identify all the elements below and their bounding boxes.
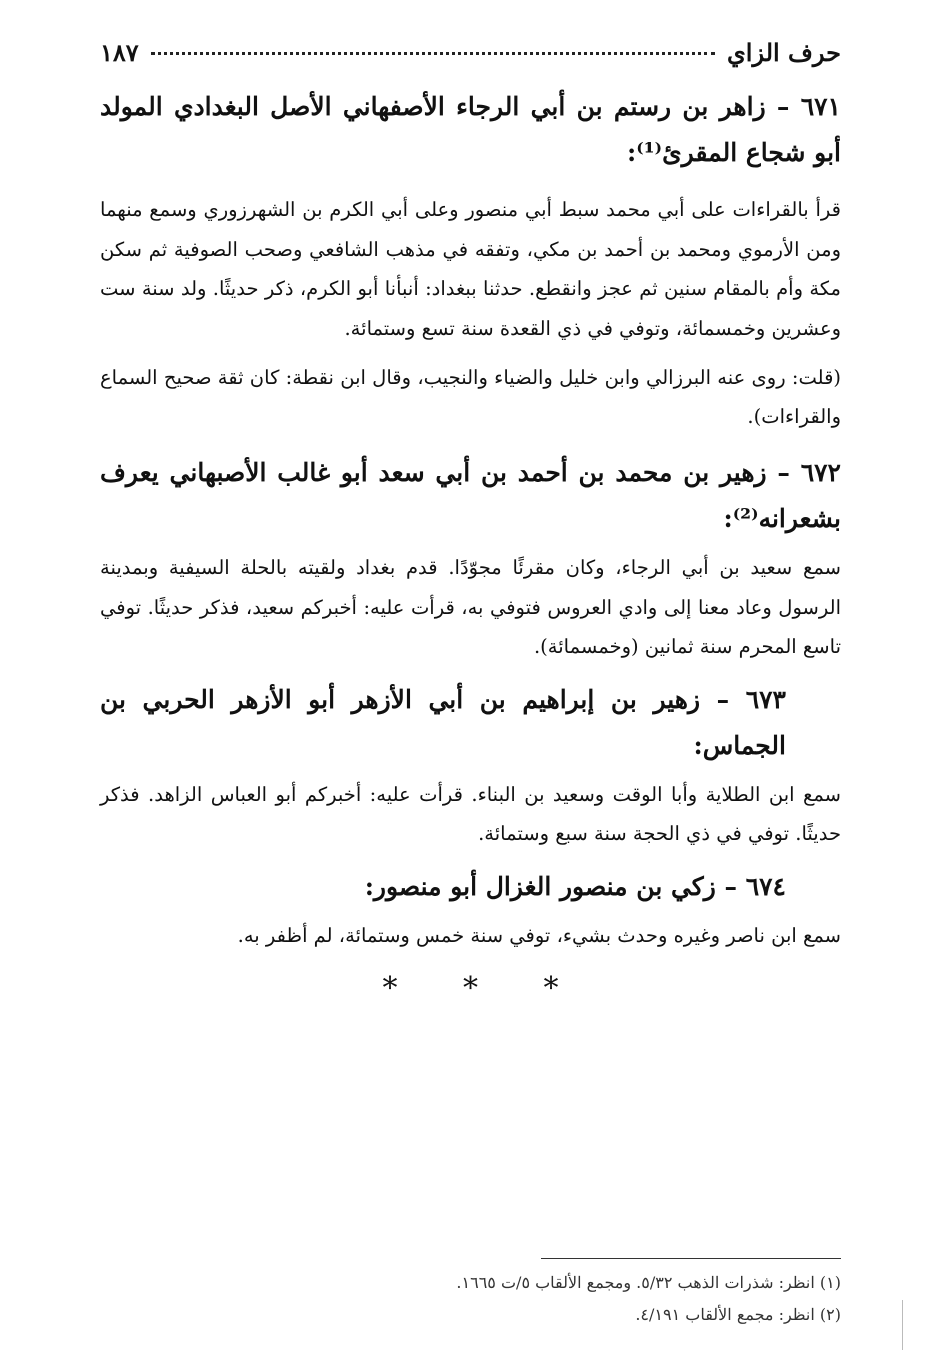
entry-body-674: سمع ابن ناصر وغيره وحدث بشيء، توفي سنة خمس وستمائة، لم أظفر به. [237, 923, 841, 947]
running-head [100, 38, 841, 67]
chapter-title: حرف الزاي [727, 38, 841, 67]
scan-edge-mark [902, 1300, 903, 1350]
entry-body-672: سمع سعيد بن أبي الرجاء، وكان مقرئًا مجوّدًا. قدم بغداد ولقيته بالحلة السيفية وبمدينة الرسول وعاد معنا إلى وادي العروس فتوفي به، قرأت عليه: أخبركم سعيد، فذكر حديثًا. توفي تاسع المحرم سنة ثمانين (وخمسمائة). [100, 556, 841, 658]
entry-body-673: سمع ابن الطلاية وأبا الوقت وسعيد بن البناء. قرأت عليه: أخبركم أبو العباس الزاهد. فذكر حديثًا. توفي في ذي الحجة سنة سبع وستمائة. [100, 782, 841, 845]
main-text [100, 84, 841, 1006]
footnotes [100, 1258, 841, 1331]
entry-heading-674: ٦٧٤ – زكي بن منصور الغزال أبو منصور: [364, 871, 786, 901]
section-separator: * * * [382, 971, 587, 1006]
leader-dots [151, 52, 715, 55]
entry-heading-672: ٦٧٢ – زهير بن محمد بن أحمد بن أبي سعد أبو غالب الأصبهاني يعرف بشعرانه⁽²⁾: [100, 458, 841, 533]
footnote-1: (١) انظر: شذرات الذهب ٥/٣٢. ومجمع الألقاب ٥/ت ١٦٦٥. [456, 1273, 841, 1292]
footnote-rule [541, 1258, 841, 1259]
entry-heading-673: ٦٧٣ – زهير بن إبراهيم بن أبي الأزهر أبو الأزهر الحربي بن الجماس: [100, 684, 786, 760]
page-number: ١٨٧ [100, 38, 139, 67]
editor-note-671: (قلت: روى عنه البرزالي وابن خليل والضياء والنجيب، وقال ابن نقطة: كان ثقة صحيح السماع والقراءات). [100, 366, 841, 428]
footnote-2: (٢) انظر: مجمع الألقاب ٤/١٩١. [635, 1305, 841, 1324]
entry-heading-671: ٦٧١ – زاهر بن رستم بن أبي الرجاء الأصفهاني الأصل البغدادي المولد أبو شجاع المقرئ⁽¹⁾: [100, 92, 841, 167]
entry-body-671: قرأ بالقراءات على أبي محمد سبط أبي منصور وعلى أبي الكرم بن الشهرزوري وسمع منهما ومن الأرموي ومحمد بن أحمد بن مكي، وتفقه في مذهب الشافعي وصحب الصوفية ثم سكن مكة وأم بالمقام سنين ثم عجز وانقطع. حدثنا ببغداد: أنبأنا أبو الكرم، ذكر حديثًا. ولد سنة ست وعشرين وخمسمائة، وتوفي في ذي القعدة سنة تسع وستمائة. [100, 198, 841, 340]
